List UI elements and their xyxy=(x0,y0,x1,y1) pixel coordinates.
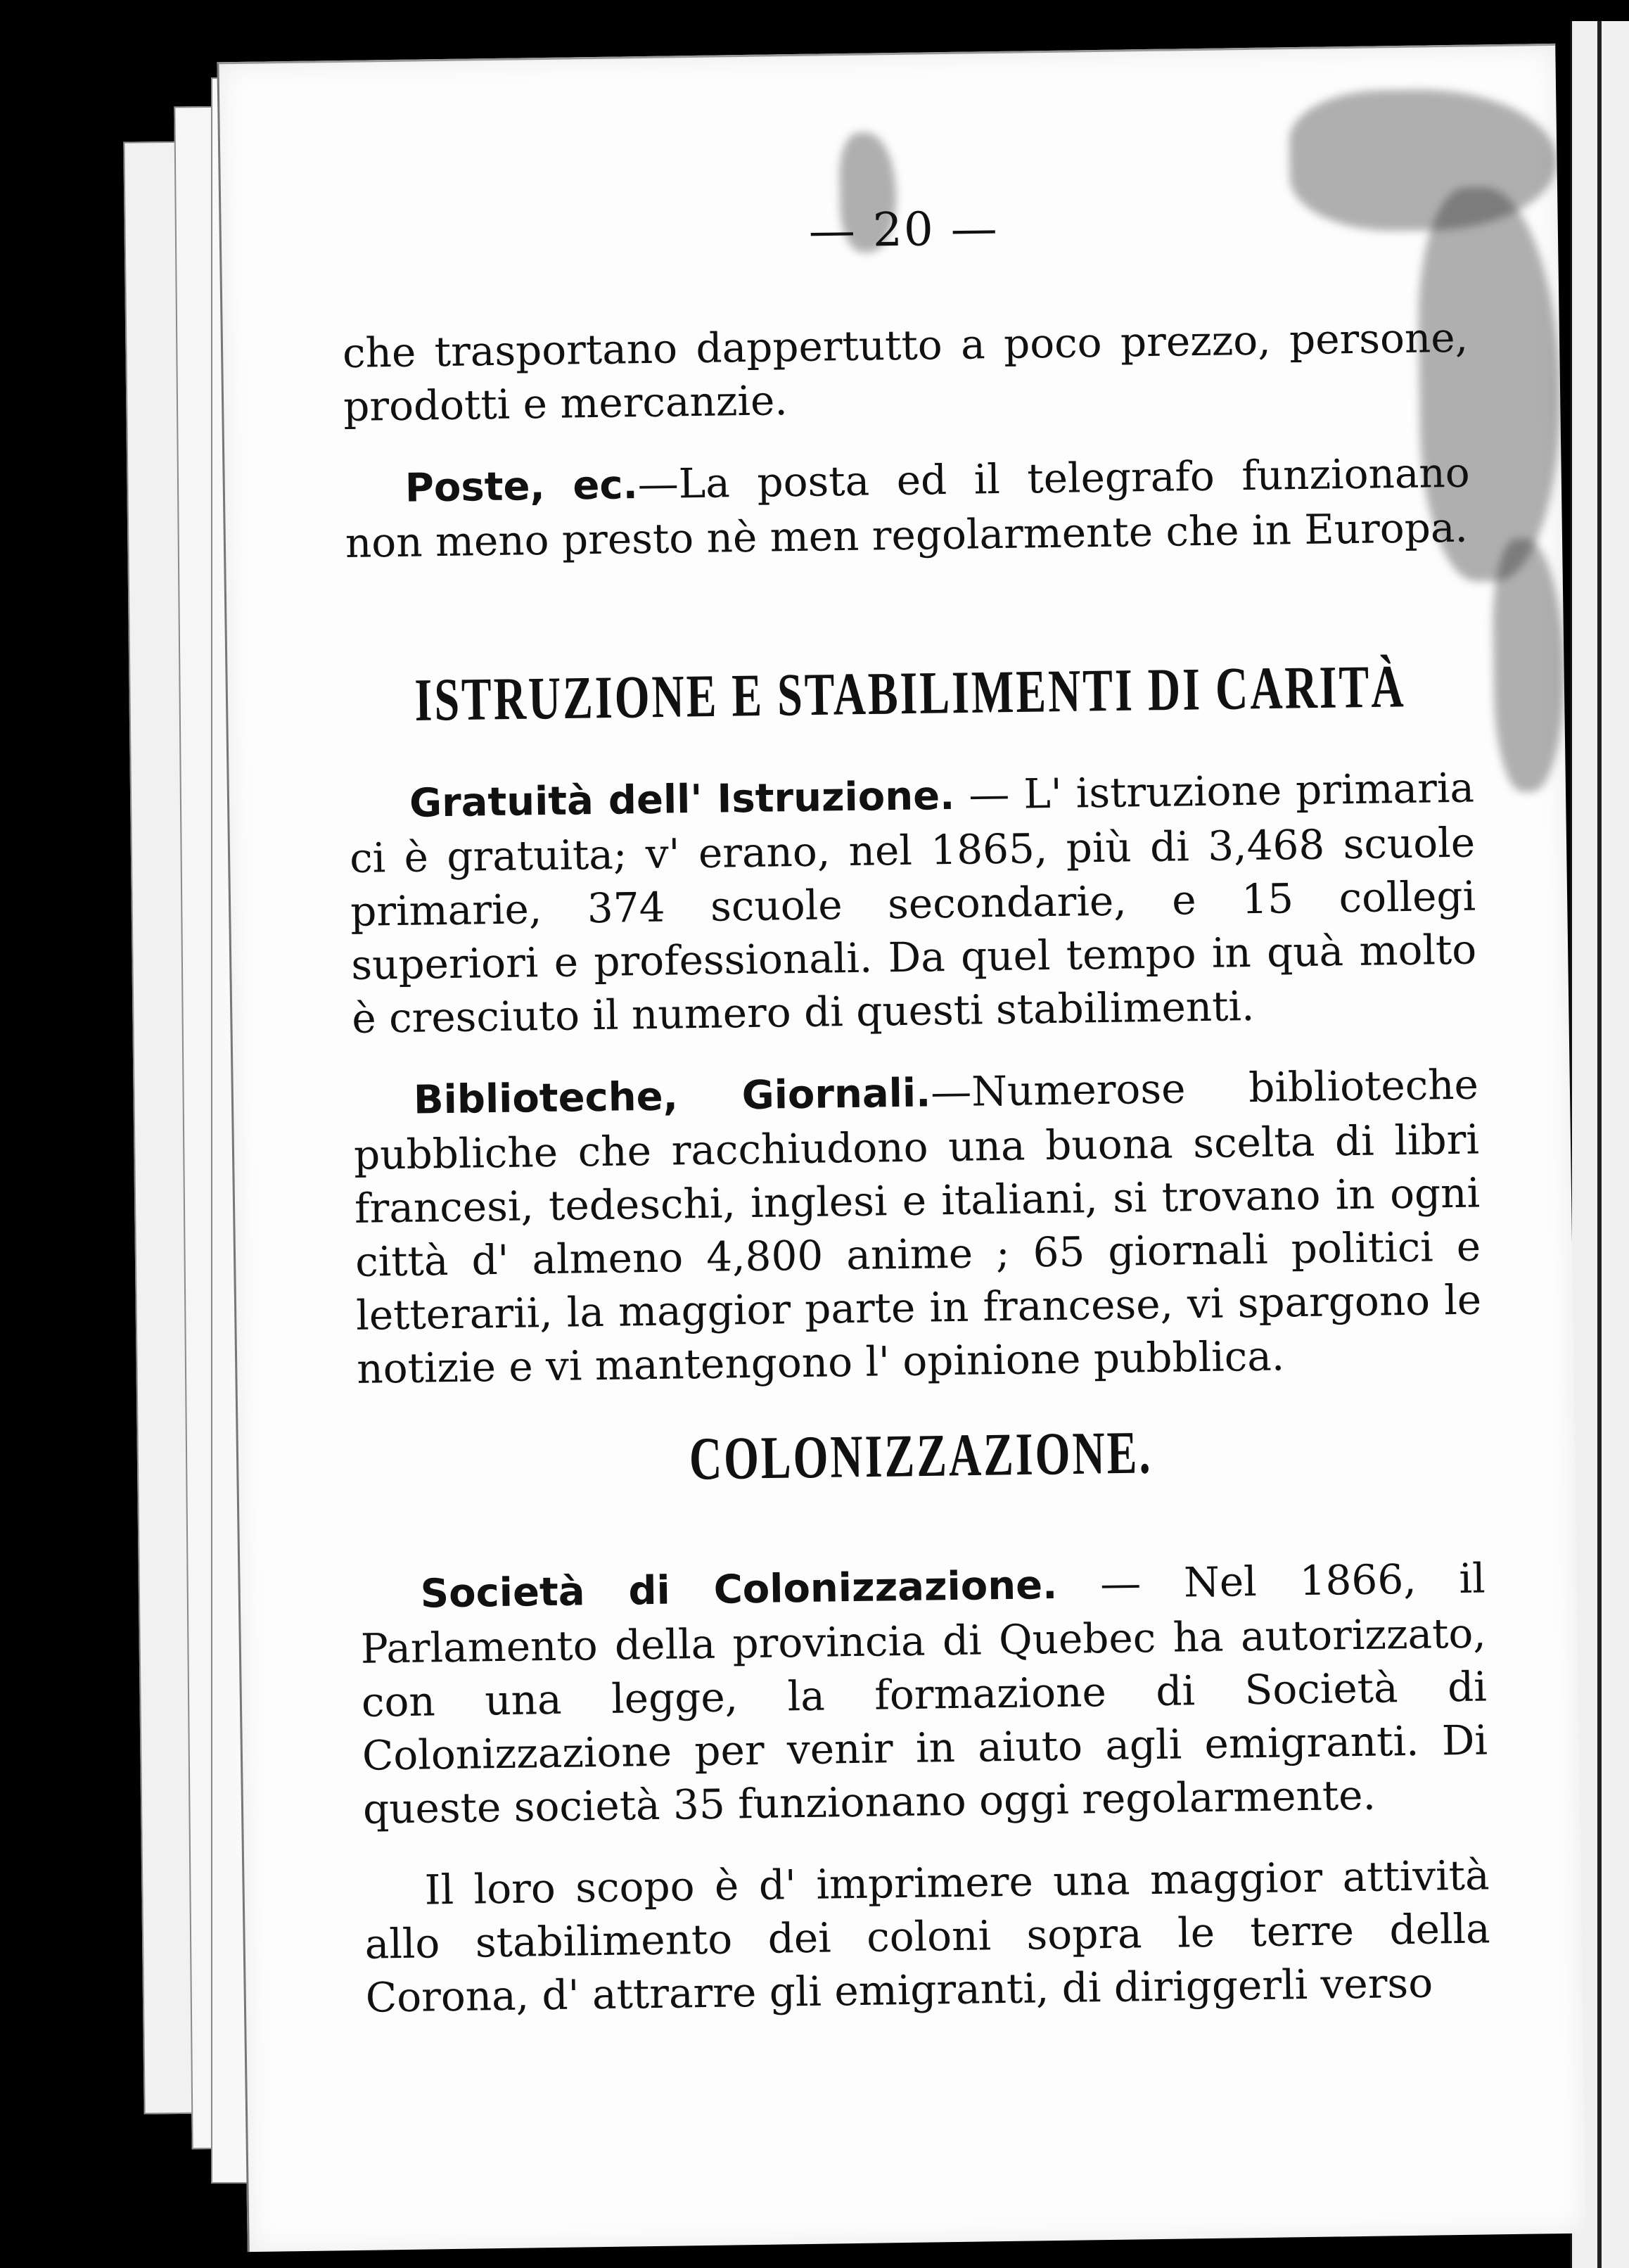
paragraph-lead: Biblioteche, Giornali. xyxy=(413,1070,931,1123)
paragraph-text: Il loro scopo è d' imprimere una maggior attività allo stabilimento dei coloni sopra le terre della Corona, d' attrarre gli emigranti, di diriggerli verso xyxy=(364,1851,1491,2022)
paragraph-societa xyxy=(359,1551,1488,1835)
paragraph-text: che trasportano dappertutto a poco prezzo, persone, prodotti e mercanzie. xyxy=(342,313,1469,431)
paragraph-text: —La posta ed il telegrafo funzionano non meno presto nè men regolarmente che in Europa. xyxy=(345,448,1471,567)
paragraph-lead: Poste, ec. xyxy=(404,462,639,511)
paragraph-poste xyxy=(344,446,1471,570)
page-text-column xyxy=(340,195,1491,2053)
paragraph-continuation xyxy=(343,311,1469,433)
paragraph-text: — L' istruzione primaria ci è gratuita; v' erano, nel 1865, più di 3,468 scuole primarie, 374 scuole secondarie, e 15 collegi superiori e professionali. Da quel tempo in quà molto è cresciuto il numero di questi stabilimenti. xyxy=(349,763,1477,1043)
page-fold-shadow xyxy=(1597,21,1602,2268)
paragraph-text: — Nel 1866, il Parlamento della provincia di Quebec ha autorizzato, con una legge, la formazione di Società di Colonizzazione per venir in aiuto agli emigranti. Di queste società 35 funzionano oggi regolarmente. xyxy=(360,1554,1488,1833)
paragraph-gratuita xyxy=(349,761,1478,1045)
book-page xyxy=(217,44,1585,2252)
paragraph-lead: Società di Colonizzazione. xyxy=(420,1562,1058,1617)
paragraph-scopo xyxy=(364,1848,1491,2024)
page-number: — 20 — xyxy=(808,200,999,258)
section-heading-colonizzazione: COLONIZZAZIONE. xyxy=(689,1418,1153,1493)
paragraph-biblioteche xyxy=(352,1058,1482,1396)
paragraph-text: —Numerose biblioteche pubbliche che racchiudono una buona scelta di libri francesi, tedeschi, inglesi e italiani, si trovano in ogni città d' almeno 4,800 anime ; 65 giornali politici e letterarii, la maggior parte in francese, vi spargono le notizie e vi mantengono l' opinione pubblica. xyxy=(353,1060,1482,1393)
water-stain xyxy=(1492,538,1566,792)
paragraph-lead: Gratuità dell' Istruzione. xyxy=(409,772,955,827)
section-heading-istruzione: ISTRUZIONE E STABILIMENTI DI CARITÀ xyxy=(414,652,1407,734)
